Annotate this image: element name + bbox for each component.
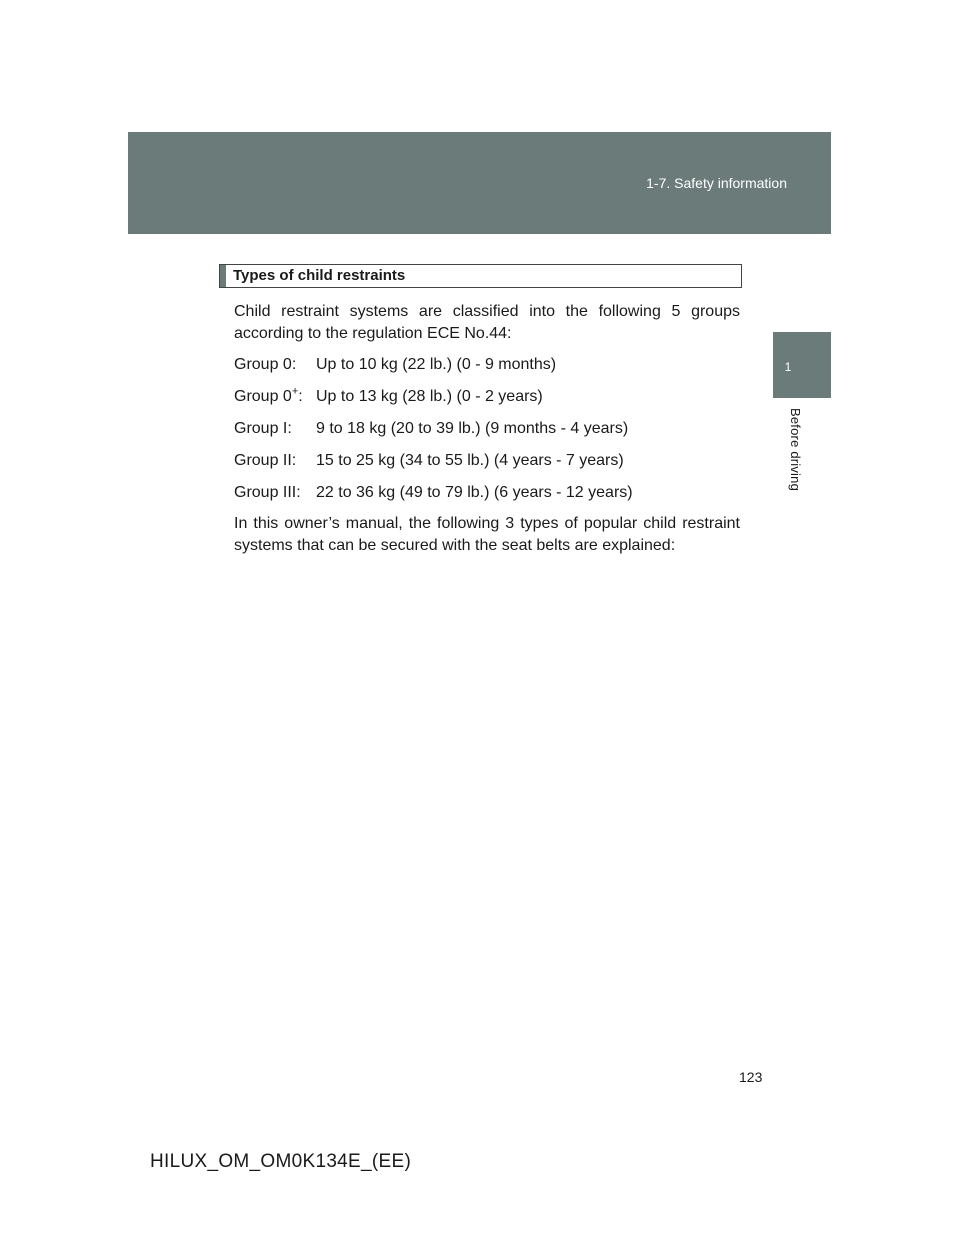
group-label-superscript: + <box>291 385 299 398</box>
group-label <box>234 386 303 408</box>
group-row <box>234 450 740 482</box>
closing-paragraph: In this owner’s manual, the following 3 types of popular child restraint systems that can be secured with the seat belts are explained: <box>234 515 740 554</box>
chapter-tab <box>773 332 831 398</box>
intro-paragraph: Child restraint systems are classified into the following 5 groups according to the regulation ECE No.44: <box>234 303 740 342</box>
group-description: Up to 13 kg (28 lb.) (0 - 2 years) <box>316 388 543 405</box>
group-label: Group III: <box>234 484 301 501</box>
group-description: 15 to 25 kg (34 to 55 lb.) (4 years - 7 years) <box>316 452 624 469</box>
group-list <box>234 354 740 514</box>
group-row <box>234 482 740 514</box>
chapter-title: Before driving <box>788 408 803 492</box>
group-label: Group II: <box>234 452 297 469</box>
heading-accent-bar <box>220 265 226 287</box>
page-number: 123 <box>739 1069 763 1085</box>
group-description: 9 to 18 kg (20 to 39 lb.) (9 months - 4 years) <box>316 420 629 437</box>
group-row <box>234 386 740 418</box>
group-label: Group 0: <box>234 356 297 373</box>
section-heading-box <box>219 264 742 288</box>
group-label-base: Group 0 <box>234 388 292 405</box>
chapter-number: 1 <box>784 360 792 374</box>
group-description: 22 to 36 kg (49 to 79 lb.) (6 years - 12 years) <box>316 484 633 501</box>
document-code: HILUX_OM_OM0K134E_(EE) <box>150 1151 412 1172</box>
header-band <box>128 132 831 234</box>
group-label: Group I: <box>234 420 292 437</box>
group-description: Up to 10 kg (22 lb.) (0 - 9 months) <box>316 356 557 373</box>
group-row <box>234 418 740 450</box>
group-label-colon: : <box>298 388 303 405</box>
section-heading: Types of child restraints <box>233 267 406 284</box>
group-row <box>234 354 740 386</box>
section-title: 1-7. Safety information <box>646 175 787 191</box>
